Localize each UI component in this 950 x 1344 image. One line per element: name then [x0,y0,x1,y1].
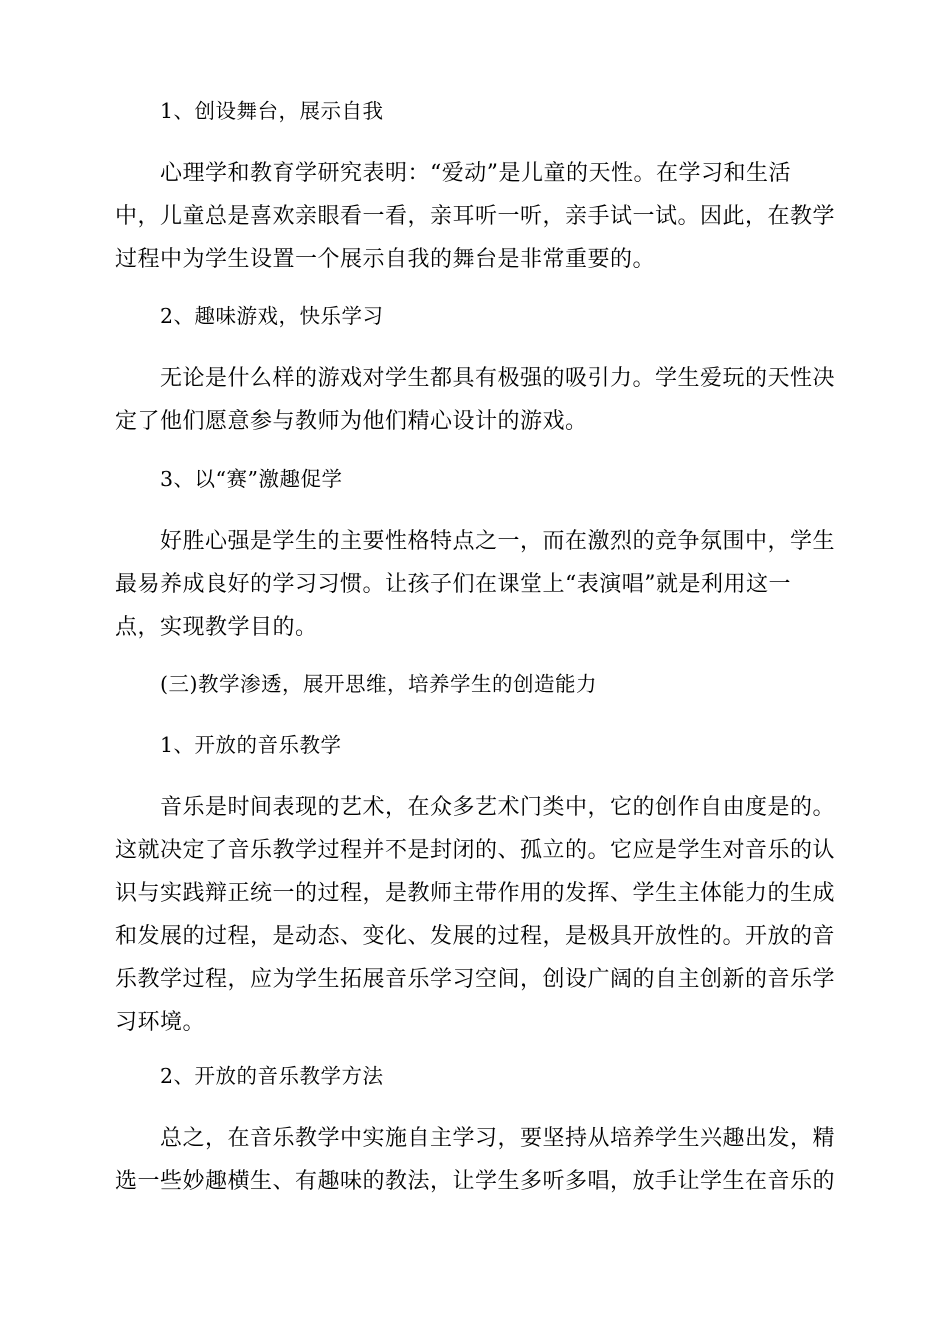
section-heading-teaching-penetration: (三)教学渗透，展开思维，培养学生的创造能力 [160,672,597,696]
section-heading-competition: 3、以“赛”激趣促学 [160,467,343,491]
paragraph-games-attraction: 无论是什么样的游戏对学生都具有极强的吸引力。学生爱玩的天性决定了他们愿意参与教师为他们精心设计的游戏。 [115,366,836,434]
section-heading-create-stage: 1、创设舞台，展示自我 [160,99,384,123]
paragraph-music-as-art: 音乐是时间表现的艺术，在众多艺术门类中，它的创作自由度是的。这就决定了音乐教学过程并不是封闭的、孤立的。它应是学生对音乐的认识与实践辩正统一的过程，是教师主带作用的发挥、学生主体能力的生成和发展的过程，是动态、变化、发展的过程，是极具开放性的。开放的音乐教学过程，应为学生拓展音乐学习空间，创设广阔的自主创新的音乐学习环境。 [115,795,836,1035]
paragraph-love-to-move: 心理学和教育学研究表明：“爱动”是儿童的天性。在学习和生活中，儿童总是喜欢亲眼看一看，亲耳听一听，亲手试一试。因此，在教学过程中为学生设置一个展示自我的舞台是非常重要的。 [115,161,836,272]
section-heading-open-teaching-methods: 2、开放的音乐教学方法 [160,1064,384,1088]
paragraph-conclusion: 总之，在音乐教学中实施自主学习，要坚持从培养学生兴趣出发，精选一些妙趣横生、有趣味的教法，让学生多听多唱，放手让学生在音乐的 [115,1126,836,1194]
paragraph-competitive-spirit: 好胜心强是学生的主要性格特点之一，而在激烈的竞争氛围中，学生最易养成良好的学习习惯。让孩子们在课堂上“表演唱”就是利用这一点，实现教学目的。 [115,529,836,640]
section-heading-open-music-teaching: 1、开放的音乐教学 [160,733,342,757]
section-heading-fun-games: 2、趣味游戏，快乐学习 [160,304,384,328]
